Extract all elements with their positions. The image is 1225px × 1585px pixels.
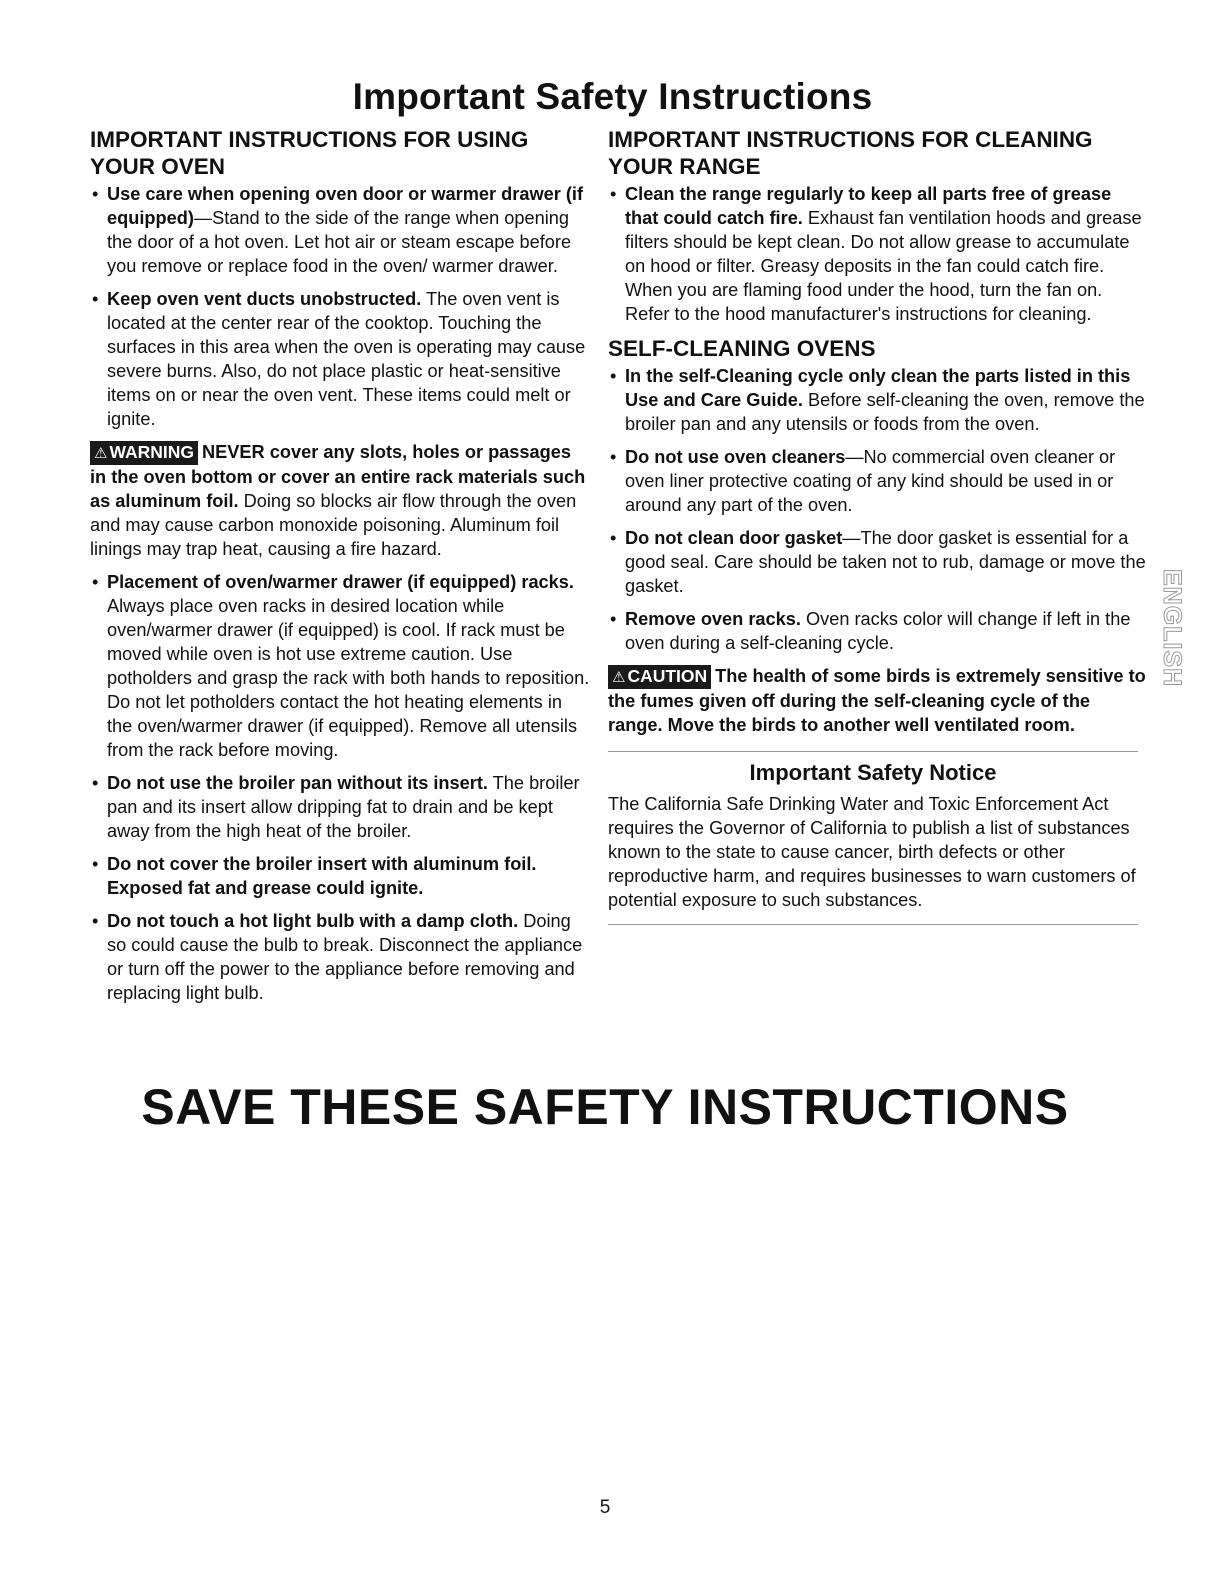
item-text: The broiler pan and its insert allow dripping fat to drain and be kept away from the high heat of the broiler.: [107, 773, 580, 841]
page-title: Important Safety Instructions: [352, 76, 873, 117]
notice-title: Important Safety Notice: [749, 760, 997, 785]
item-lead: Do not use oven cleaners: [625, 447, 846, 467]
item-lead: Keep oven vent ducts unobstructed.: [107, 289, 422, 309]
self-cleaning-list: [608, 364, 1148, 655]
page-number: 5: [599, 1497, 611, 1518]
item-lead: Do not cover the broiler insert with aluminum foil. Exposed fat and grease could ignite.: [107, 854, 537, 898]
caution-badge-label: CAUTION: [627, 666, 708, 686]
warning-badge-label: WARNING: [109, 442, 195, 462]
item-lead: In the self-Cleaning cycle only clean the parts listed in this Use and Care Guide.: [625, 366, 1131, 410]
warning-text: Doing so blocks air flow through the oven and may cause carbon monoxide poisoning. Aluminum foil linings may trap heat, causing a fire hazard.: [90, 491, 577, 559]
list-item: [90, 771, 590, 843]
safety-notice-box: [608, 751, 1138, 925]
caution-lead: The health of some birds is extremely sensitive to the fumes given off during the self-cleaning cycle of the range. Move the birds to another well ventilated room.: [608, 666, 1146, 735]
item-text: Oven racks color will change if left in the oven during a self-cleaning cycle.: [625, 609, 1131, 653]
using-oven-list: [90, 182, 590, 431]
item-text: —The door gasket is essential for a good seal. Care should be taken not to rub, damage or move the gasket.: [625, 528, 1146, 596]
item-lead: Clean the range regularly to keep all parts free of grease that could catch fire.: [625, 184, 1112, 228]
list-item: [90, 182, 590, 278]
section-heading-cleaning-range: IMPORTANT INSTRUCTIONS FOR CLEANING YOUR RANGE: [608, 127, 1093, 179]
left-column: [90, 126, 590, 1014]
list-item: [90, 570, 590, 762]
item-text: Always place oven racks in desired location while oven/warmer drawer (if equipped) is cool. If rack must be moved while oven is hot use extreme caution. Use potholders and grasp the rack with both hands to reposition. Do not let potholders contact the hot heating elements in the oven/warmer drawer (if equipped). Remove all utensils from the rack before moving.: [107, 596, 590, 760]
warning-triangle-icon: ⚠: [612, 669, 626, 686]
language-side-tab: ENGLISH: [1158, 568, 1186, 688]
right-column: [608, 126, 1148, 925]
item-lead: Remove oven racks.: [625, 609, 801, 629]
item-lead: Do not use the broiler pan without its insert.: [107, 773, 488, 793]
item-text: —No commercial oven cleaner or oven liner protective coating of any kind should be used in or around any part of the oven.: [625, 447, 1116, 515]
section-heading-using-oven: IMPORTANT INSTRUCTIONS FOR USING YOUR OVEN: [90, 127, 529, 179]
item-lead: Do not clean door gasket: [625, 528, 843, 548]
caution-badge: [608, 665, 711, 689]
item-text: Before self-cleaning the oven, remove the broiler pan and any utensils or foods from the oven.: [625, 390, 1145, 434]
item-text: Exhaust fan ventilation hoods and grease filters should be kept clean. Do not allow grease to accumulate on hood or filter. Greasy deposits in the fan could catch fire. When you are flaming food under the hood, turn the fan on. Refer to the hood manufacturer's instructions for cleaning.: [625, 208, 1142, 324]
list-item: [90, 909, 590, 1005]
list-item: [608, 445, 1148, 517]
save-instructions-banner: SAVE THESE SAFETY INSTRUCTIONS: [141, 1079, 1069, 1135]
item-text: The oven vent is located at the center rear of the cooktop. Touching the surfaces in this area when the oven is operating may cause severe burns. Also, do not place plastic or heat-sensitive items on or near the oven vent. These items could melt or ignite.: [107, 289, 586, 429]
list-item: [608, 526, 1148, 598]
warning-triangle-icon: ⚠: [94, 445, 108, 462]
caution-paragraph: [608, 664, 1148, 737]
list-item: [608, 607, 1148, 655]
warning-lead: NEVER cover any slots, holes or passages in the oven bottom or cover an entire rack materials such as aluminum foil.: [90, 442, 586, 511]
section-heading-self-cleaning: SELF-CLEANING OVENS: [608, 336, 876, 361]
list-item: [90, 287, 590, 431]
list-item: [608, 182, 1148, 326]
warning-paragraph: [90, 440, 590, 561]
oven-racks-list: [90, 570, 590, 1005]
item-lead: Do not touch a hot light bulb with a damp cloth.: [107, 911, 519, 931]
item-lead: Placement of oven/warmer drawer (if equipped) racks.: [107, 572, 574, 592]
list-item: [90, 852, 590, 900]
item-text: Doing so could cause the bulb to break. Disconnect the appliance or turn off the power to the appliance before removing and replacing light bulb.: [107, 911, 583, 1003]
notice-body: The California Safe Drinking Water and Toxic Enforcement Act requires the Governor of California to publish a list of substances known to the state to cause cancer, birth defects or other reproductive harm, and requires businesses to warn customers of potential exposure to such substances.: [608, 794, 1136, 910]
cleaning-range-list: [608, 182, 1148, 326]
item-lead: Use care when opening oven door or warmer drawer (if equipped): [107, 184, 584, 228]
item-text: —Stand to the side of the range when opening the door of a hot oven. Let hot air or steam escape before you remove or replace food in the oven/ warmer drawer.: [107, 208, 572, 276]
list-item: [608, 364, 1148, 436]
warning-badge: [90, 441, 198, 465]
